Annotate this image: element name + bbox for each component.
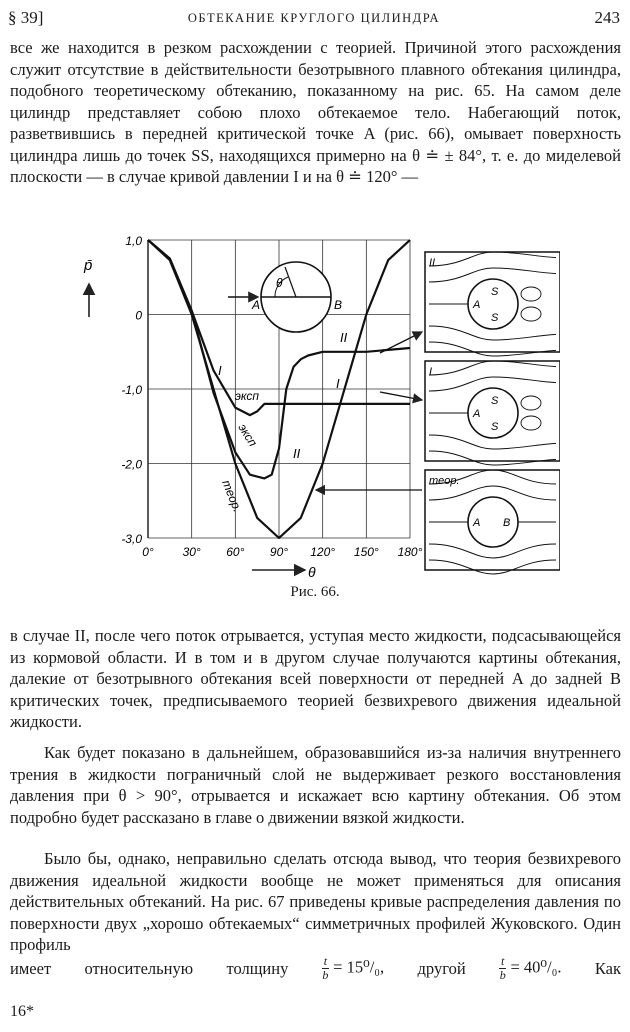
inset-cylinder [228,262,342,332]
x-tick-label: 60° [226,545,245,559]
panel-label-a: A [473,408,481,420]
curve-label-theory: теор. [219,477,245,515]
word-drugoy: другой [417,958,466,978]
x-tick-label: 90° [269,545,289,559]
paragraph-4: Было бы, однако, неправильно сделать отсюда вывод, что теория безвихревого движения идеальной жидкости вообще не может применяться для описания действительных обтеканий. На рис. 67 приведены кривые распределения давления по поверхности двух „хорошо обтекаемых“ симметричных профилей Жуковского. Один профиль [10,849,621,954]
equals-40: = 40⁰/₀. [510,957,562,977]
panel-label-s: S [491,312,499,324]
y-tick-label: -2,0 [121,457,142,472]
curve-label-i-right: I [336,376,340,391]
curve-label-i: I [218,363,222,378]
formula-line [10,955,621,982]
panel-label-s: S [491,286,499,298]
panel-tag: II [429,257,436,269]
word-otnositelnuyu: относительную [84,958,194,978]
panel-tag: I [429,366,433,378]
paragraph-2: в случае II, после чего поток отрывается, уступая место жидкости, подсасывающейся из кормовой области. И в том и в другом случае получаются картины обтекания, далекие от безотрывного обтекания всей поверхности от передней A до задней B критических точек, предписываемого теорией безвихревого движения идеальной жидкости. [10,626,621,731]
formula-1 [322,955,384,982]
paragraph-1: все же находится в резком расхождении с теорией. Причиной этого расхождения служит отсутствие в действительности безотрывного плавного обтекания цилиндра, подобного теоретическому обтеканию, показанному на рис. 65. На самом деле цилиндр представляет собою плохо обтекаемое тело. Набегающий поток, разветвившись в передней критической точке A (рис. 66), омывает поверхность цилиндра лишь до точек SS, находящихся примерно на θ ≐ ± 84°, т. е. до миделевой плоскости — в случае кривой давлении I и на θ ≐ 120° — [10,38,621,186]
y-tick-label: 1,0 [125,234,142,248]
x-tick-label: 0° [142,545,154,559]
inset-label-a: A [252,298,261,312]
word-imeet: имеет [10,958,52,978]
section-number: § 39] [8,8,44,27]
y-tick-label: -1,0 [121,383,142,397]
panel-label-s: S [491,395,499,407]
flow-panel-2 [425,470,560,574]
figure-caption: Рис. 66. [290,584,340,600]
signature-mark: 16* [10,1003,34,1020]
x-tick-label: 150° [353,545,379,559]
fraction-t-b-2: $\frac{t}{b}$ [499,954,506,982]
running-title: ОБТЕКАНИЕ КРУГЛОГО ЦИЛИНДРА [187,11,441,25]
y-tick-label: -3,0 [121,532,142,546]
paragraph-3: Как будет показано в дальнейшем, образовавшийся из-за наличия внутреннего трения в жидкости пограничный слой не выдерживает резкого восстановления давления при θ > 90°, отрывается и искажает всю картину обтекания. Об этом подробно будет рассказано в главе о движении вязкой жидкости. [10,743,621,827]
panel-label-s: S [491,421,499,433]
x-axis-label: θ [308,564,316,580]
fraction-t-b: $\frac{t}{b}$ [322,954,329,982]
curve-label-exp-2: эксп [235,421,261,449]
flow-panels [425,252,560,574]
curve-label-ii-top: II [340,330,348,345]
formula-2 [499,955,561,982]
word-kak: Как [594,958,621,978]
figure-66 [80,222,560,587]
x-tick-label: 180° [397,545,423,559]
panel-tag: теор. [429,475,460,487]
x-tick-label: 120° [310,545,336,559]
x-tick-label: 30° [182,545,201,559]
y-axis-label: p̄ [84,257,93,274]
curve-label-ii-mid: II [293,446,301,461]
curve-label-exp-1: эксп [235,389,260,403]
leader-lines [316,332,422,490]
page-header [8,8,620,30]
equals-15: = 15⁰/₀, [333,957,385,977]
y-tick-label: 0 [135,308,142,323]
page-number: 243 [594,8,620,27]
flow-panel-1 [425,361,560,465]
flow-panel-0 [425,252,560,356]
panel-label-a: A [473,299,481,311]
panel-label-a: A [473,517,481,529]
inset-theta: θ [276,276,283,290]
word-tolshchinu: толщину [226,958,289,978]
inset-label-b: B [334,298,343,312]
panel-label-b: B [503,517,511,529]
